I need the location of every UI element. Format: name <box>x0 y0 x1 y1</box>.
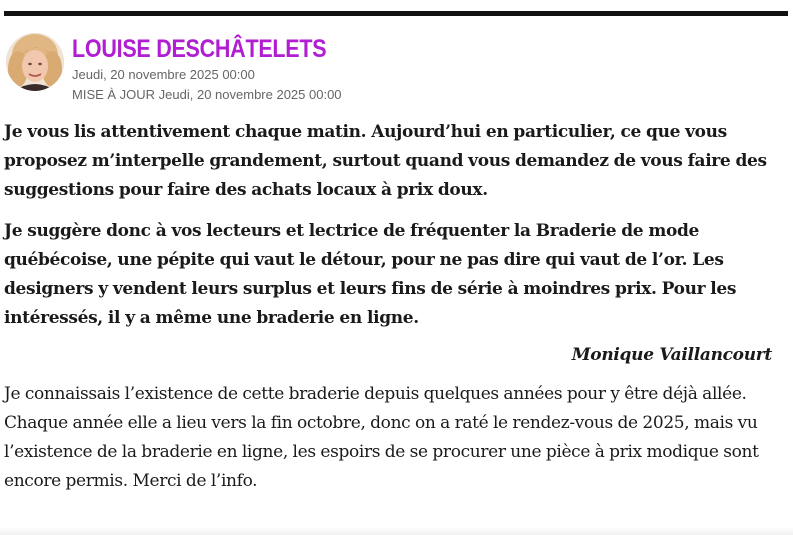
update-date: MISE À JOUR Jeudi, 20 novembre 2025 00:00 <box>72 87 342 102</box>
article-body <box>4 118 776 496</box>
author-name[interactable]: LOUISE DESCHÂTELETS <box>72 35 327 63</box>
top-divider <box>4 11 788 16</box>
bottom-divider <box>0 527 793 535</box>
author-byline <box>4 32 784 104</box>
author-portrait-icon <box>6 33 64 91</box>
letter-signature: Monique Vaillancourt <box>571 345 772 365</box>
reply-paragraph: Je connaissais l’existence de cette braderie depuis quelques années pour y être déjà allée. Chaque année elle a lieu vers la fin octobre, donc on a raté le rendez-vous de 2025, mais vu l’existence de la braderie en ligne, les espoirs de se procurer une pièce à prix modique sont encore permis. Merci de l’info. <box>4 384 759 491</box>
author-avatar[interactable] <box>6 33 64 91</box>
letter-paragraph: Je suggère donc à vos lecteurs et lectrice de fréquenter la Braderie de mode québécoise, une pépite qui vaut le détour, pour ne pas dire qui vaut de l’or. Les designers y vendent leurs surplus et leurs fins de série à moindres prix. Pour les intéressés, il y a même une braderie en ligne. <box>4 221 737 328</box>
letter-paragraph: Je vous lis attentivement chaque matin. Aujourd’hui en particulier, ce que vous proposez m’interpelle grandement, surtout quand vous demandez de vous faire des suggestions pour faire des achats locaux à prix doux. <box>4 122 767 200</box>
publish-date: Jeudi, 20 novembre 2025 00:00 <box>72 67 255 82</box>
